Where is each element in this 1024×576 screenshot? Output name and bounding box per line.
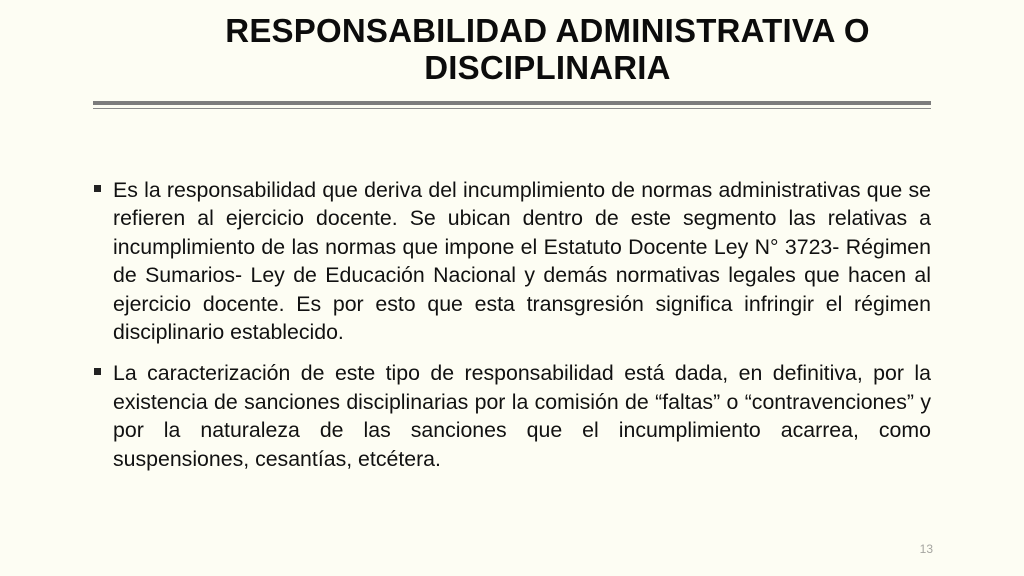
square-bullet-icon xyxy=(94,185,101,192)
title-divider-thin xyxy=(93,108,931,109)
bullet-text: La caracterización de este tipo de responsabilidad está dada, en definitiva, por la existencia de sanciones disciplinarias por la comisión de “faltas” o “contravenciones” y por la naturaleza de las sanciones que el incumplimiento acarrea, como suspensiones, cesantías, etcétera. xyxy=(113,361,931,471)
slide-title-line-1: RESPONSABILIDAD ADMINISTRATIVA O xyxy=(225,12,870,49)
bullet-item xyxy=(93,359,931,473)
title-divider-thick xyxy=(93,101,931,105)
bullet-list xyxy=(93,176,931,486)
page-number: 13 xyxy=(919,542,933,556)
slide-title-line-2: DISCIPLINARIA xyxy=(424,49,671,86)
slide-title xyxy=(95,12,1000,86)
bullet-item xyxy=(93,176,931,346)
square-bullet-icon xyxy=(94,368,101,375)
bullet-text: Es la responsabilidad que deriva del incumplimiento de normas administrativas que se refieren al ejercicio docente. Se ubican dentro de este segmento las relativas a incumplimiento de las normas que impone el Estatuto Docente Ley N° 3723- Régimen de Sumarios- Ley de Educación Nacional y demás normativas legales que hacen al ejercicio docente. Es por esto que esta transgresión significa infringir el régimen disciplinario establecido. xyxy=(113,178,931,345)
